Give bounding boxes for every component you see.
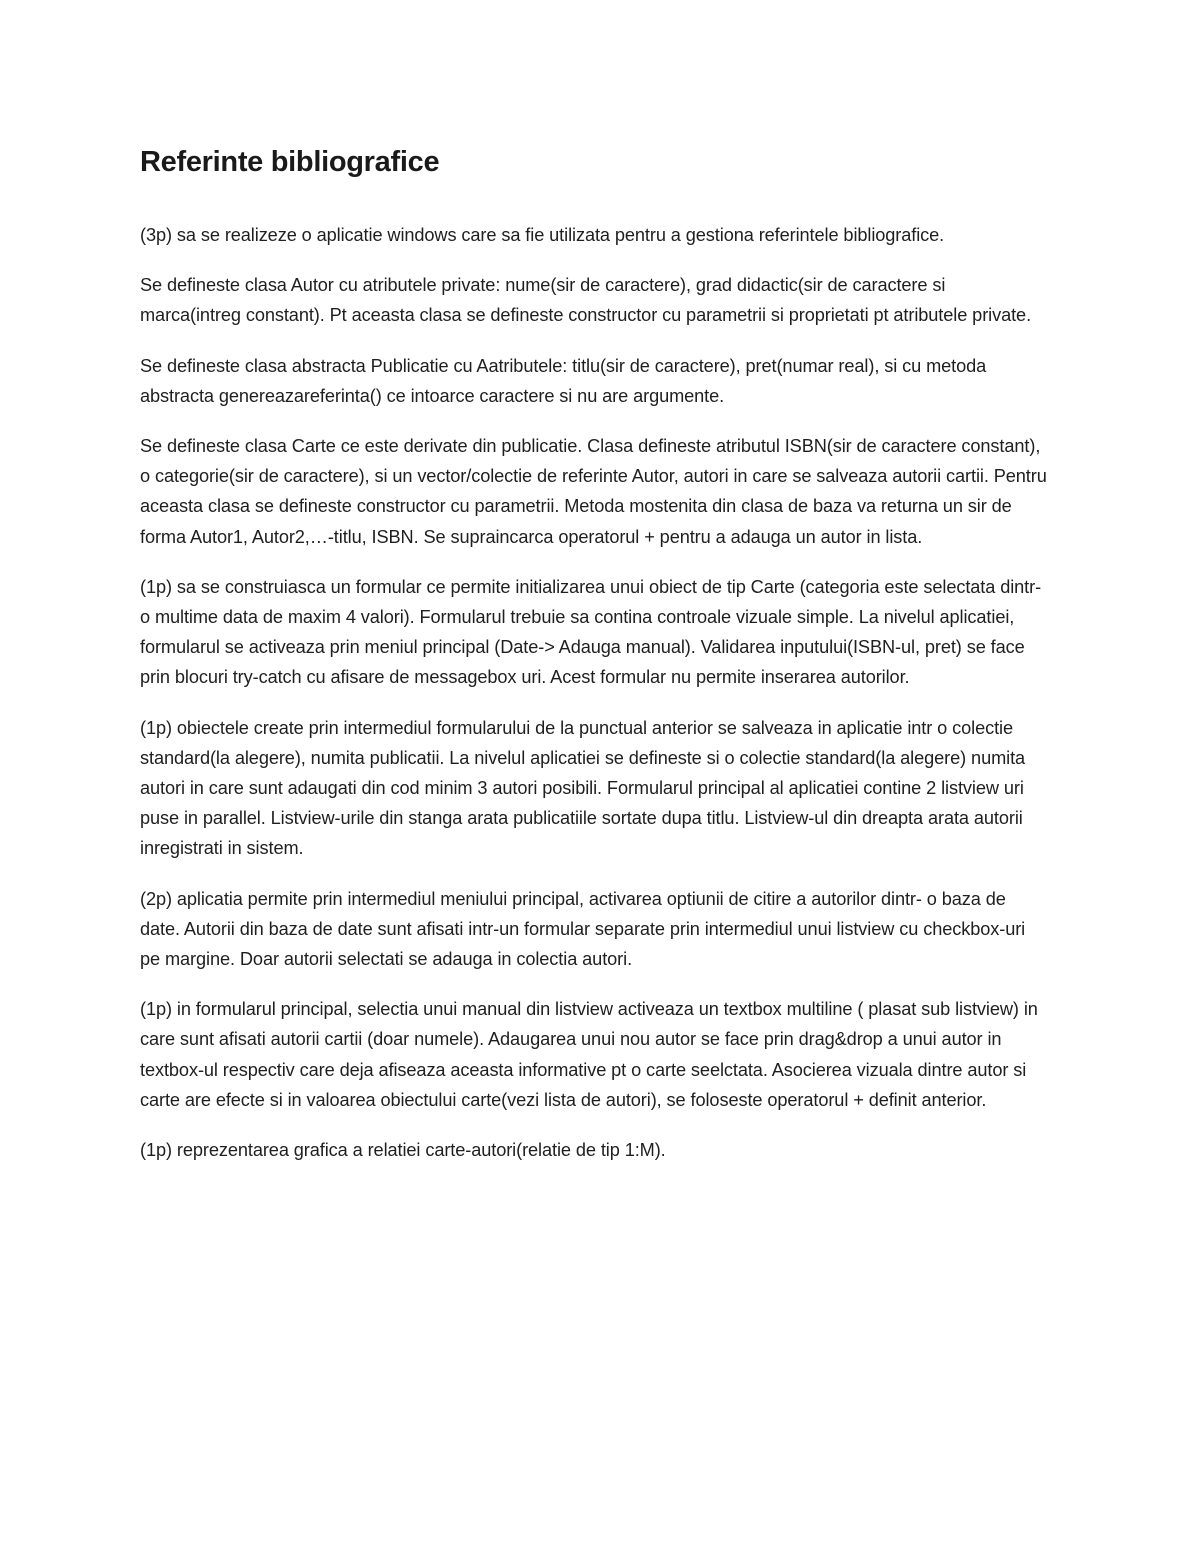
paragraph-autor-class: Se defineste clasa Autor cu atributele private: nume(sir de caractere), grad didactic(sir de caractere si marca(intreg constant). Pt aceasta clasa se defineste constructor cu parametrii si proprietati pt atributele private. (140, 275, 1032, 326)
document-body (140, 138, 1050, 1185)
paragraph-form-requirement: (1p) sa se construiasca un formular ce permite initializarea unui obiect de tip Carte (categoria este selectata dintr-o multime data de maxim 4 valori). Formularul trebuie sa contina controale vizuale simple. La nivelul aplicatiei, formularul se activeaza prin meniul principal (Date-> Adauga manual). Validarea inputului(ISBN-ul, pret) se face prin blocuri try-catch cu afisare de messagebox uri. Acest formular nu permite inserarea autorilor. (140, 576, 1042, 688)
paragraph-dragdrop-requirement: (1p) in formularul principal, selectia unui manual din listview activeaza un textbox multiline ( plasat sub listview) in care sunt afisati autorii cartii (doar numele). Adaugarea unui nou autor se face prin drag&drop a unui autor in textbox-ul respectiv care deja afiseaza aceasta informative pt o carte seelctata. Asocierea vizuala dintre autor si carte are efecte si in valoarea obiectului carte(vezi lista de autori), se foloseste operatorul + definit anterior. (140, 999, 1038, 1110)
document-title: Referinte bibliografice (140, 146, 440, 178)
paragraph-carte-class: Se defineste clasa Carte ce este derivate din publicatie. Clasa defineste atributul ISBN(sir de caractere constant), o categorie(sir de caractere), si un vector/colectie de referinte Autor, autori in care se salveaza autorii cartii. Pentru aceasta clasa se defineste constructor cu parametrii. Metoda mostenita din clasa de baza va returna un sir de forma Autor1, Autor2,…-titlu, ISBN. Se supraincarca operatorul + pentru a adauga un autor in lista. (140, 436, 1047, 547)
paragraph-collections-requirement: (1p) obiectele create prin intermediul formularului de la punctual anterior se salveaza in aplicatie intr o colectie standard(la alegere), numita publicatii. La nivelul aplicatiei se defineste si o colectie standard(la alegere) numita autori in care sunt adaugati din cod minim 3 autori posibili. Formularul principal al aplicatiei contine 2 listview uri puse in parallel. Listview-urile din stanga arata publicatiile sortate dupa titlu. Listview-ul din dreapta arata autorii inregistrati in sistem. (140, 717, 1026, 859)
paragraph-database-requirement: (2p) aplicatia permite prin intermediul meniului principal, activarea optiunii de citire a autorilor dintr- o baza de date. Autorii din baza de date sunt afisati intr-un formular separate prin intermediul unui listview cu checkbox-uri pe margine. Doar autorii selectati se adauga in colectia autori. (140, 888, 1026, 970)
paragraph-graphic-requirement: (1p) reprezentarea grafica a relatiei carte-autori(relatie de tip 1:M). (140, 1140, 666, 1161)
paragraph-intro: (3p) sa se realizeze o aplicatie windows care sa fie utilizata pentru a gestiona referintele bibliografice. (140, 225, 945, 245)
paragraph-publicatie-class: Se defineste clasa abstracta Publicatie cu Aatributele: titlu(sir de caractere), pret(numar real), si cu metoda abstracta genereazareferinta() ce intoarce caractere si nu are argumente. (140, 355, 987, 406)
